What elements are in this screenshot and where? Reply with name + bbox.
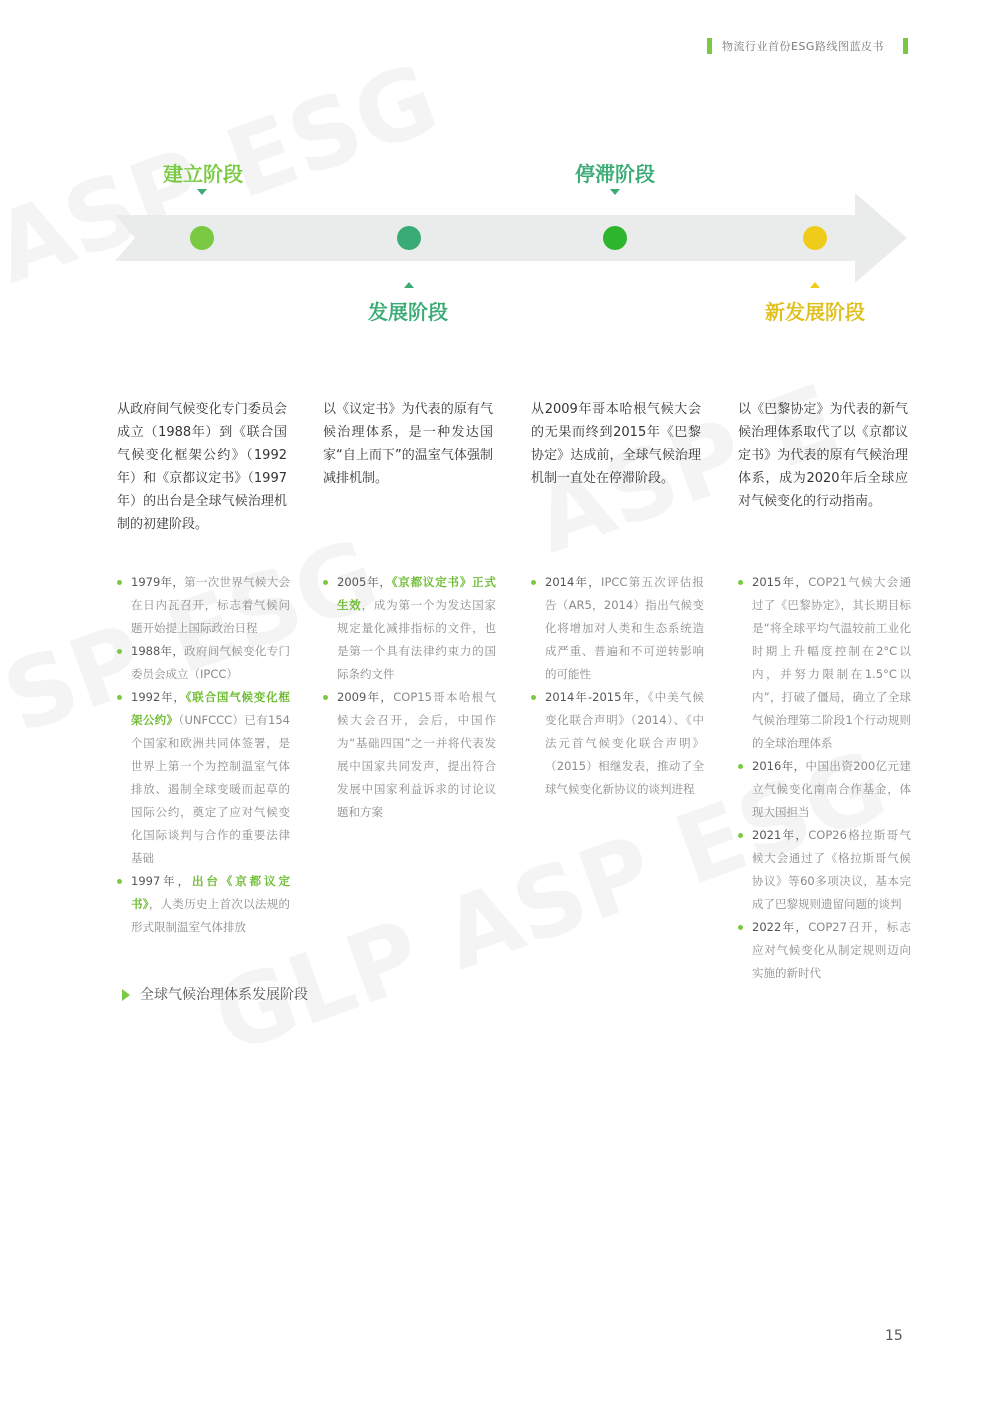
stage-description: 以《议定书》为代表的原有气候治理体系，是一种发达国家“自上而下”的温室气体强制减排机制。	[323, 402, 493, 486]
header-accent-bar	[707, 38, 712, 54]
caption-arrow-icon	[122, 989, 130, 1001]
stage-dot-new-develop	[803, 226, 827, 250]
list-item: 2014年，IPCC第五次评估报告（AR5，2014）指出气候变化将增加对人类和生态系统造成严重、普遍和不可逆转影响的可能性	[529, 571, 704, 686]
stage-marker-triangle	[810, 282, 820, 288]
stage-marker-triangle	[404, 282, 414, 288]
stage-marker-triangle	[610, 189, 620, 195]
list-item: 2015年，COP21气候大会通过了《巴黎协定》，其长期目标是“将全球平均气温较前工业化时期上升幅度控制在2°C以内，并努力限制在1.5°C以内”，打破了僵局，确立了全球气候治理第二阶段1个行动规则的全球治理体系	[736, 571, 911, 755]
figure-caption	[122, 984, 308, 1004]
list-item: 2005年，《京都议定书》正式生效，成为第一个为发达国家规定量化减排指标的文件，也是第一个具有法律约束力的国际条约文件	[321, 571, 496, 686]
stage-label-new-develop: 新发展阶段	[765, 300, 865, 324]
list-item: 1992年，《联合国气候变化框架公约》（UNFCCC）已有154个国家和欧洲共同体签署，是世界上第一个为控制温室气体排放、遏制全球变暖而起草的国际公约，奠定了应对气候变化国际谈判与合作的重要法律基础	[115, 686, 290, 870]
list-item: 2014年-2015年，《中美气候变化联合声明》（2014）、《中法元首气候变化联合声明》（2015）相继发表，推动了全球气候变化新协议的谈判进程	[529, 686, 704, 801]
stage-label-develop: 发展阶段	[368, 300, 448, 324]
page-number: 15	[885, 1328, 903, 1344]
timeline-arrow	[115, 193, 910, 283]
list-item: 2016年，中国出资200亿元建立气候变化南南合作基金，体现大国担当	[736, 755, 911, 824]
list-item: 2022年，COP27召开，标志应对气候变化从制定规则迈向实施的新时代	[736, 916, 911, 985]
stage-marker-triangle	[197, 189, 207, 195]
event-list	[321, 571, 496, 824]
stage-label-establish: 建立阶段	[163, 162, 243, 186]
stage-label-stagnate: 停滞阶段	[575, 162, 655, 186]
stage-description: 从政府间气候变化专门委员会成立（1988年）到《联合国气候变化框架公约》（1992年）和《京都议定书》（1997年）的出台是全球气候治理机制的初建阶段。	[117, 402, 287, 532]
event-list	[529, 571, 704, 801]
event-list	[115, 571, 290, 939]
stage-description: 从2009年哥本哈根气候大会的无果而终到2015年《巴黎协定》达成前，全球气候治理机制一直处在停滞阶段。	[531, 402, 701, 486]
list-item: 1979年，第一次世界气候大会在日内瓦召开，标志着气候问题开始提上国际政治日程	[115, 571, 290, 640]
header-title: 物流行业首份ESG路线图蓝皮书	[722, 40, 884, 53]
list-item: 1997年，出台《京都议定书》，人类历史上首次以法规的形式限制温室气体排放	[115, 870, 290, 939]
list-item: 2021年，COP26格拉斯哥气候大会通过了《格拉斯哥气候协议》等60多项决议，基本完成了巴黎规则遗留问题的谈判	[736, 824, 911, 916]
stage-dot-stagnate	[603, 226, 627, 250]
list-item: 2009年，COP15哥本哈根气候大会召开，会后，中国作为“基础四国”之一并将代表发展中国家共同发声，提出符合发展中国家利益诉求的讨论议题和方案	[321, 686, 496, 824]
caption-text: 全球气候治理体系发展阶段	[140, 987, 308, 1003]
event-list	[736, 571, 911, 985]
header-accent-bar-right	[903, 38, 908, 54]
stage-dot-develop	[397, 226, 421, 250]
stage-dot-establish	[190, 226, 214, 250]
stage-description: 以《巴黎协定》为代表的新气候治理体系取代了以《京都议定书》为代表的原有气候治理体系，成为2020年后全球应对气候变化的行动指南。	[738, 402, 908, 509]
list-item: 1988年，政府间气候变化专门委员会成立（IPCC）	[115, 640, 290, 686]
